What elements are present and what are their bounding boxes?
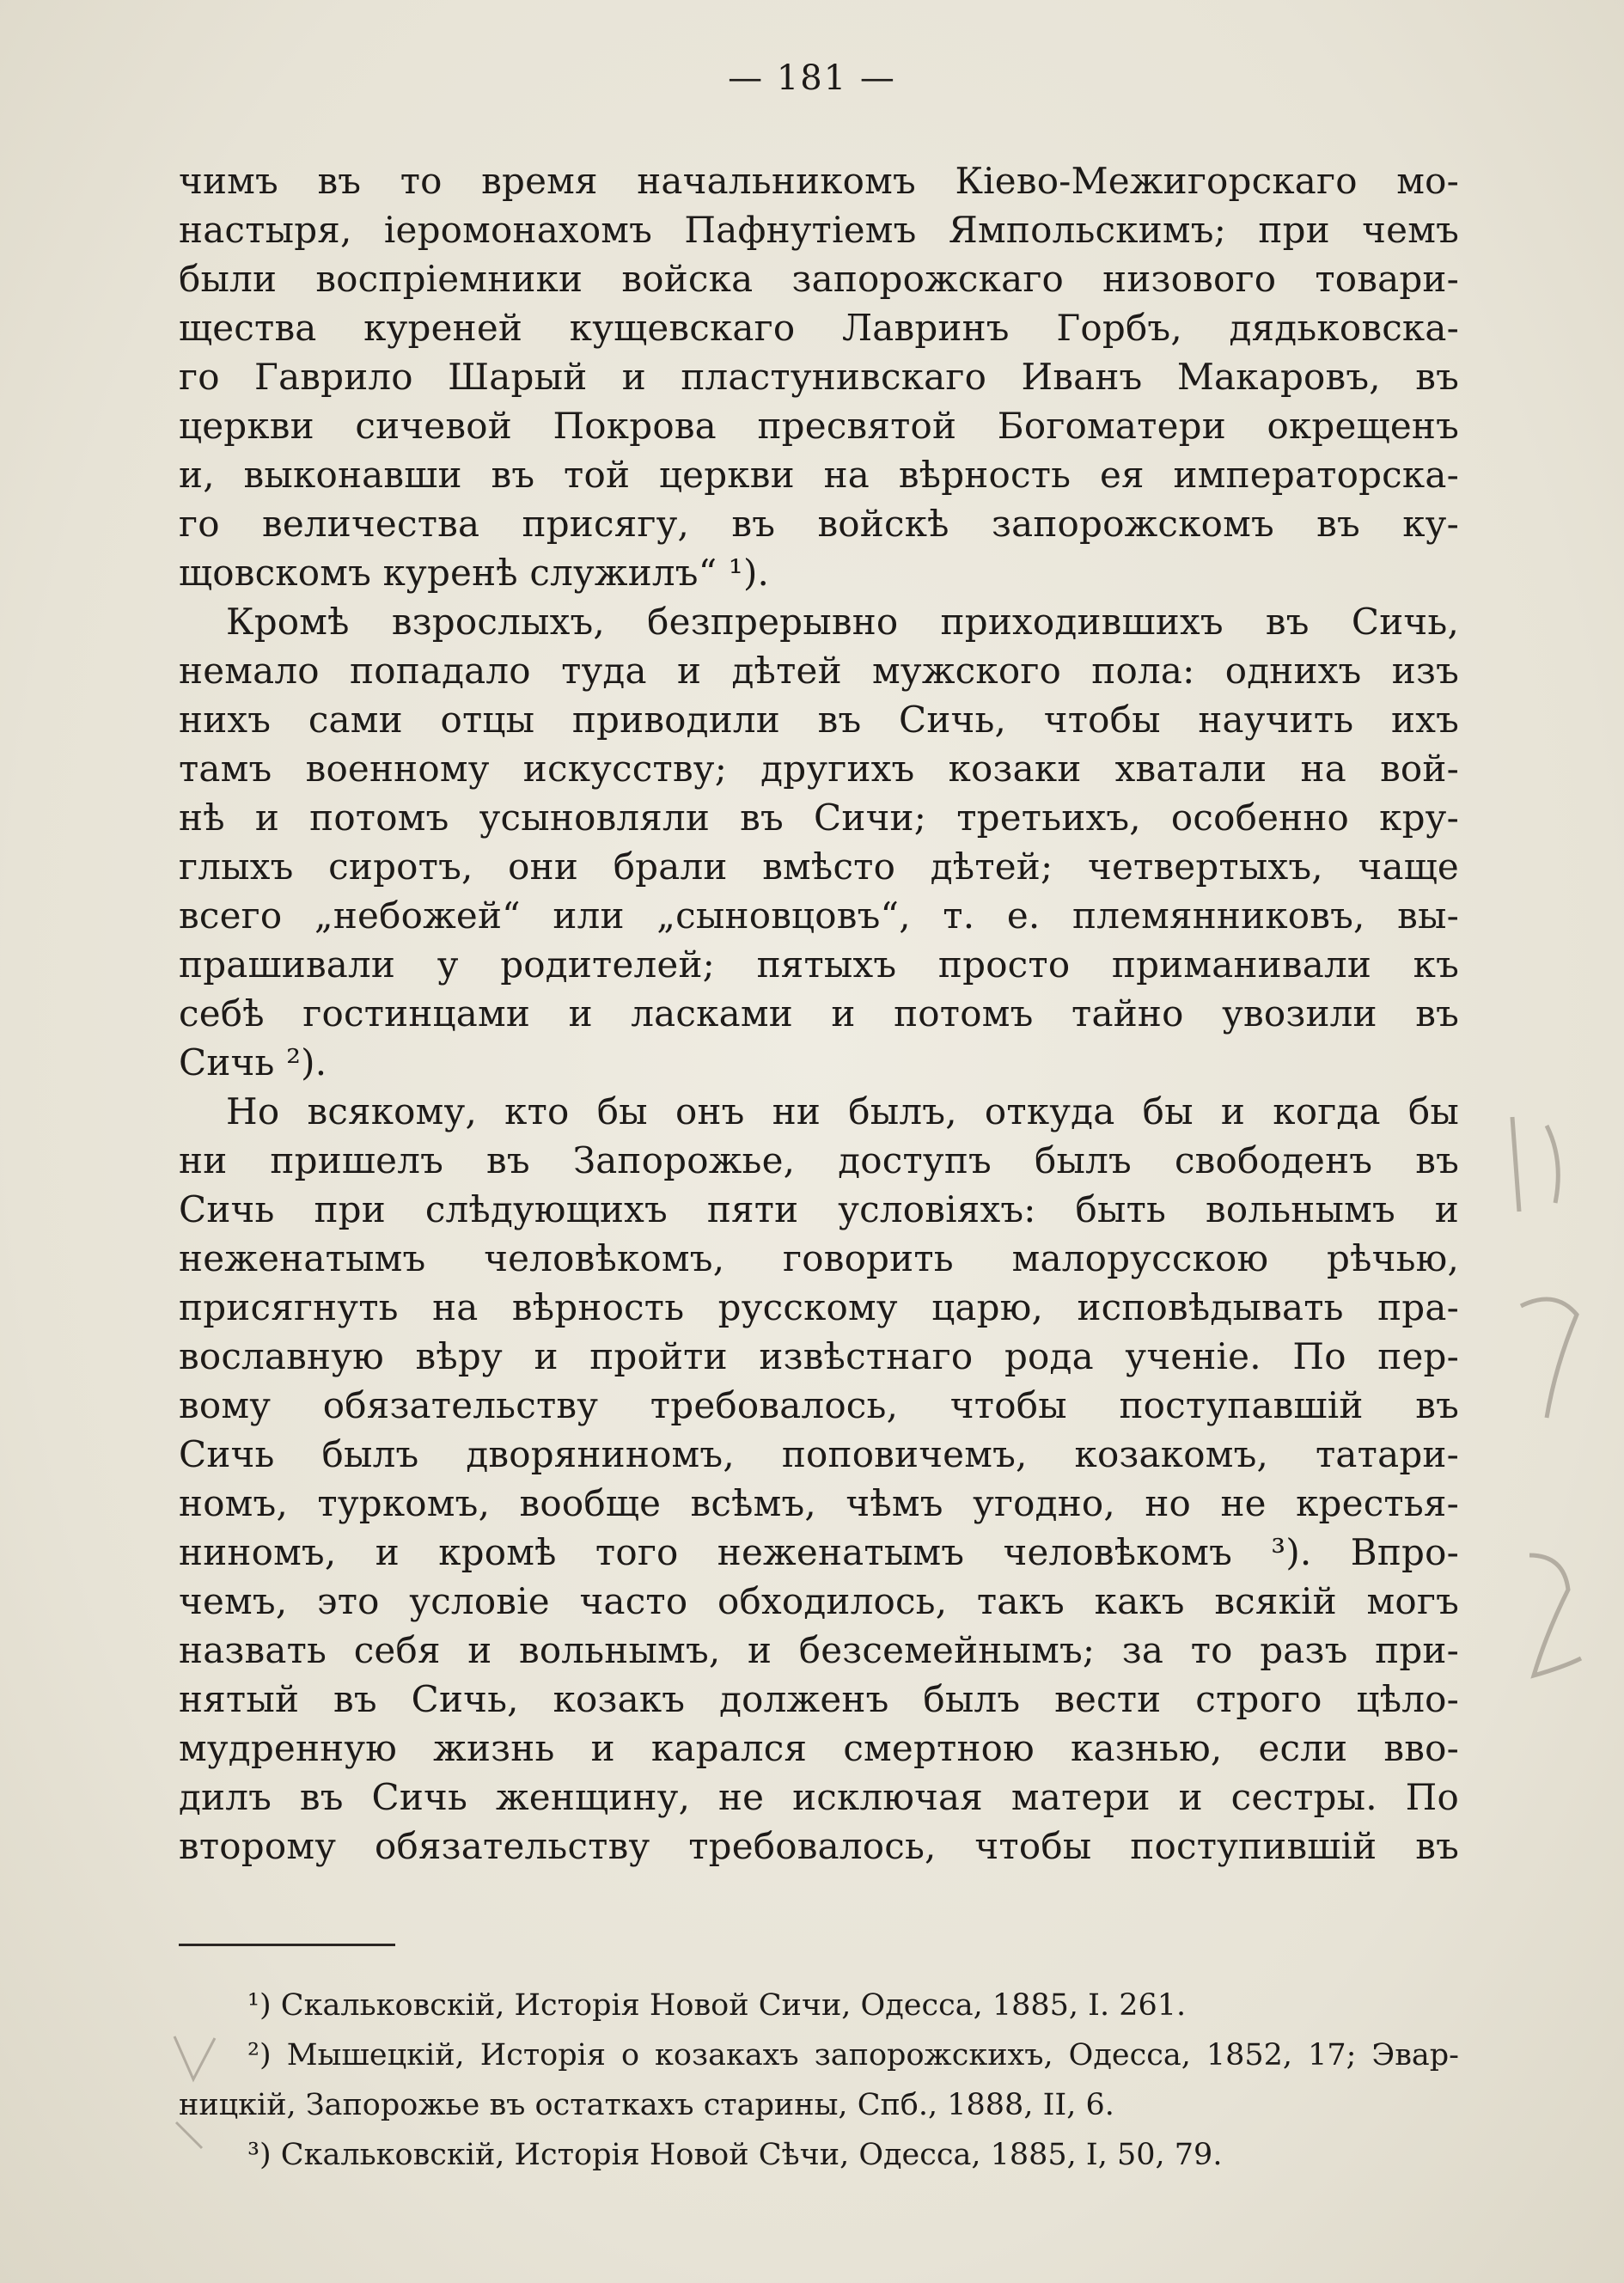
text-line: прашивали у родителей; пятыхъ просто приманивали къ	[179, 943, 1459, 986]
text-line: дилъ въ Сичь женщину, не исключая матери и сестры. По	[179, 1776, 1459, 1818]
footnote-line: ³) Скальковскій, Исторія Новой Сѣчи, Одесса, 1885, I, 50, 79.	[247, 2138, 1223, 2172]
text-line: глыхъ сиротъ, они брали вмѣсто дѣтей; четвертыхъ, чаще	[179, 845, 1459, 888]
text-line: го Гаврило Шарый и пластунивскаго Иванъ Макаровъ, въ	[179, 356, 1459, 398]
text-line: второму обязательству требовалось, чтобы поступившій въ	[179, 1825, 1459, 1867]
text-line: го величества присягу, въ войскѣ запорожскомъ въ ку-	[179, 503, 1459, 545]
body-text	[179, 156, 1459, 1871]
text-line: вому обязательству требовалось, чтобы поступавшій въ	[179, 1384, 1459, 1426]
text-line: ни пришелъ въ Запорожье, доступъ былъ свободенъ въ	[179, 1139, 1459, 1181]
footnote-line: ницкій, Запорожье въ остаткахъ старины, Спб., 1888, II, 6.	[179, 2088, 1114, 2122]
text-line: вославную вѣру и пройти извѣстнаго рода ученіе. По пер-	[179, 1335, 1459, 1377]
text-line: нятый въ Сичь, козакъ долженъ былъ вести строго цѣло-	[179, 1678, 1459, 1720]
pencil-mark-icon	[1495, 1108, 1607, 1710]
text-line: неженатымъ человѣкомъ, говорить малорусскою рѣчью,	[179, 1237, 1459, 1279]
text-line: чимъ въ то время начальникомъ Кіево-Межигорскаго мо-	[179, 160, 1459, 202]
text-line: назвать себя и вольнымъ, и безсемейнымъ; за то разъ при-	[179, 1629, 1459, 1671]
text-line: номъ, туркомъ, вообще всѣмъ, чѣмъ угодно, но не крестья-	[179, 1482, 1459, 1524]
margin-tick-icon	[168, 2028, 228, 2157]
text-line: щовскомъ куренѣ служилъ“ ¹).	[179, 552, 770, 594]
text-line: мудренную жизнь и карался смертною казнью, если вво-	[179, 1727, 1459, 1769]
text-line: тамъ военному искусству; другихъ козаки хватали на вой-	[179, 748, 1459, 790]
text-line: нѣ и потомъ усыновляли въ Сичи; третьихъ, особенно кру-	[179, 797, 1459, 839]
footnote-separator	[179, 1944, 395, 1946]
text-line: были воспріемники войска запорожскаго низового товари-	[179, 258, 1459, 300]
page-number: — 181 —	[728, 58, 896, 98]
text-line: Но всякому, кто бы онъ ни былъ, откуда бы и когда бы	[226, 1090, 1459, 1132]
text-line: Сичь при слѣдующихъ пяти условіяхъ: быть вольнымъ и	[179, 1188, 1459, 1230]
text-line: чемъ, это условіе часто обходилось, такъ какъ всякій могъ	[179, 1580, 1459, 1622]
text-line: и, выконавши въ той церкви на вѣрность ея императорска-	[179, 454, 1459, 496]
text-line: церкви сичевой Покрова пресвятой Богоматери окрещенъ	[179, 405, 1459, 447]
text-line: себѣ гостинцами и ласками и потомъ тайно увозили въ	[179, 992, 1459, 1035]
text-line: Кромѣ взрослыхъ, безпрерывно приходившихъ въ Сичь,	[226, 601, 1459, 643]
footnote-line: ²) Мышецкій, Исторія о козакахъ запорожскихъ, Одесса, 1852, 17; Эвар-	[247, 2038, 1459, 2072]
text-line: Сичь былъ дворяниномъ, поповичемъ, козакомъ, татари-	[179, 1433, 1459, 1475]
text-line: присягнуть на вѣрность русскому царю, исповѣдывать пра-	[179, 1286, 1459, 1328]
text-line: щества куреней кущевскаго Лавринъ Горбъ, дядьковска-	[179, 307, 1459, 349]
text-line: ниномъ, и кромѣ того неженатымъ человѣкомъ ³). Впро-	[179, 1531, 1459, 1573]
text-line: настыря, іеромонахомъ Пафнутіемъ Ямпольскимъ; при чемъ	[179, 209, 1459, 251]
text-line: всего „небожей“ или „сыновцовъ“, т. е. племянниковъ, вы-	[179, 894, 1459, 937]
footnote-line: ¹) Скальковскій, Исторія Новой Сичи, Одесса, 1885, I. 261.	[247, 1988, 1187, 2023]
text-line: немало попадало туда и дѣтей мужского пола: однихъ изъ	[179, 650, 1459, 692]
text-line: нихъ сами отцы приводили въ Сичь, чтобы научить ихъ	[179, 699, 1459, 741]
text-line: Сичь ²).	[179, 1041, 327, 1084]
footnotes	[179, 1981, 1459, 2180]
